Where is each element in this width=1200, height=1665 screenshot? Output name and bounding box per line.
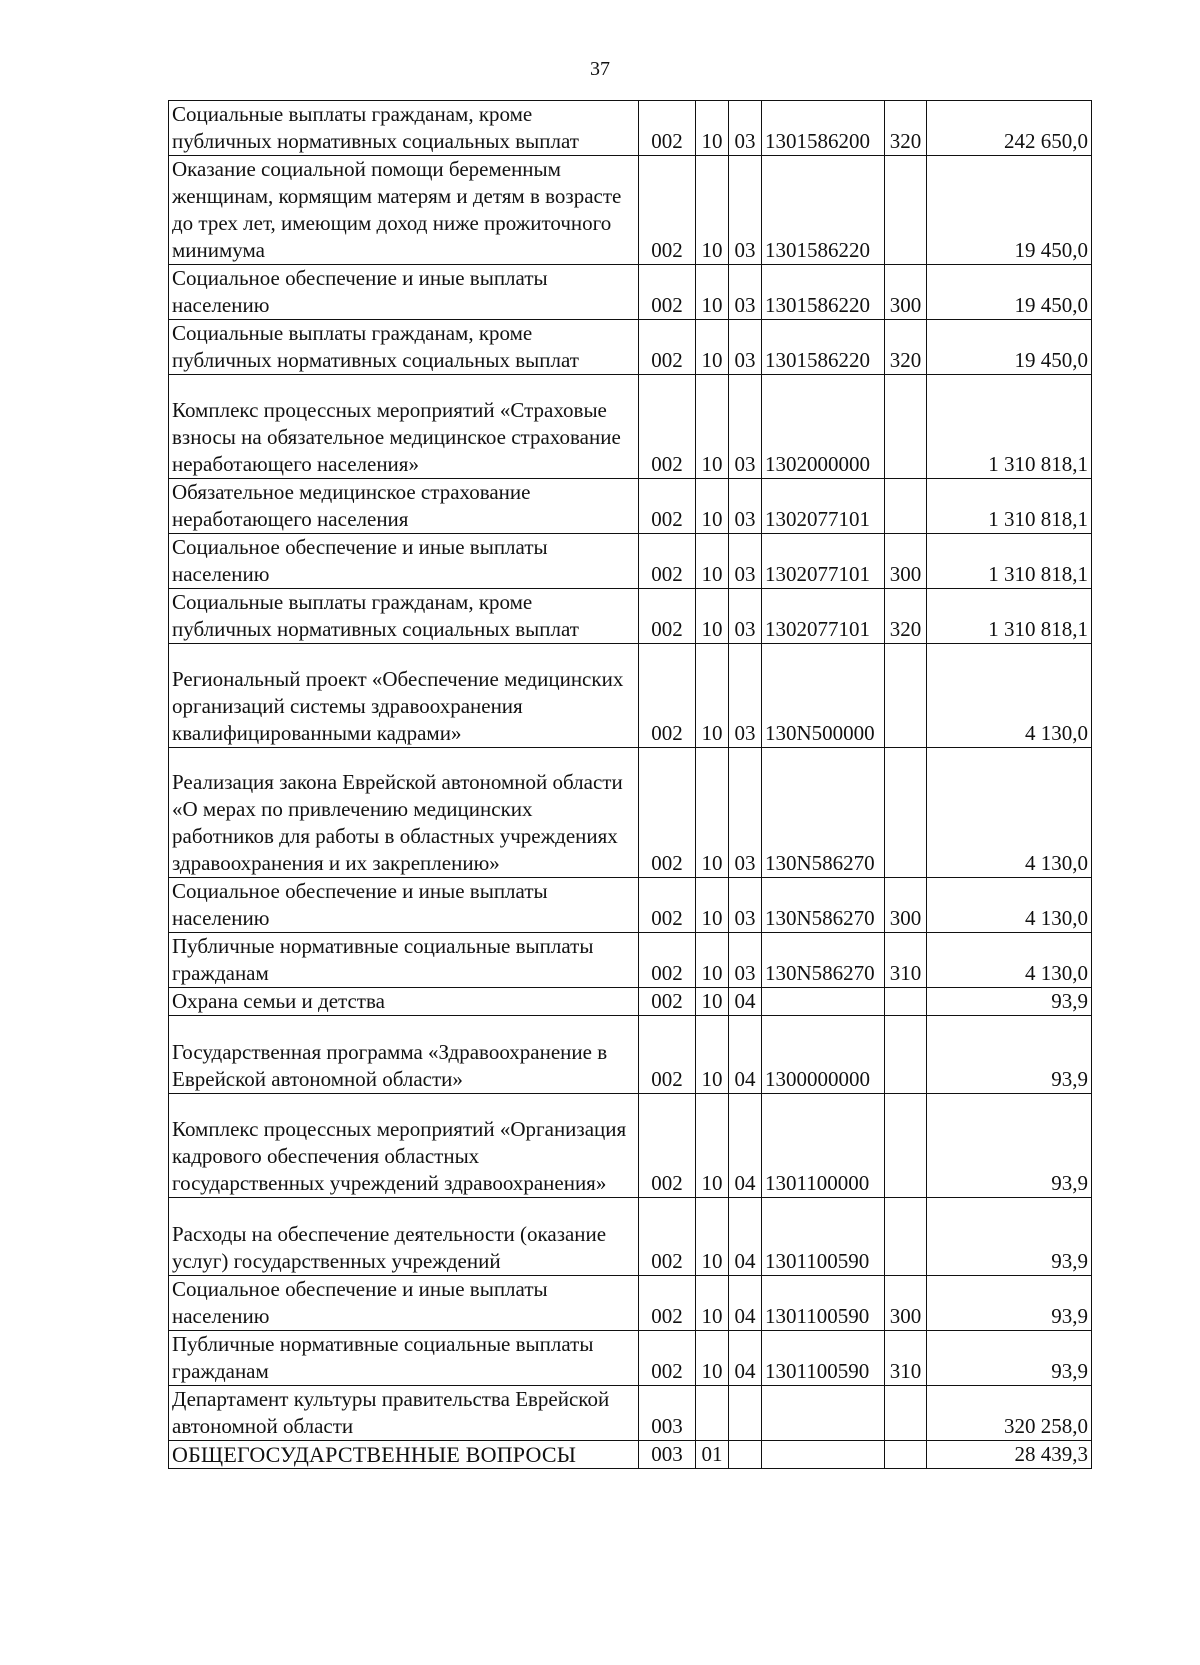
table-row: [169, 1198, 1092, 1276]
amount-cell: 1 310 818,1: [927, 589, 1092, 644]
subsection-code-cell: 04: [729, 1016, 762, 1094]
amount-cell: 320 258,0: [927, 1386, 1092, 1441]
subsection-code-cell: 03: [729, 375, 762, 479]
subsection-code-cell: 04: [729, 1198, 762, 1276]
ved-code-cell: 002: [639, 479, 696, 534]
section-code-cell: 10: [696, 265, 729, 320]
expense-type-cell: 310: [885, 933, 927, 988]
target-article-cell: 1302077101: [762, 479, 885, 534]
row-name-cell: Департамент культуры правительства Еврейской автономной области: [169, 1386, 639, 1441]
section-code-cell: 10: [696, 1016, 729, 1094]
expense-type-cell: 310: [885, 1331, 927, 1386]
table-row: [169, 589, 1092, 644]
table-row: [169, 1016, 1092, 1094]
amount-cell: 4 130,0: [927, 748, 1092, 878]
subsection-code-cell: [729, 1386, 762, 1441]
amount-cell: 93,9: [927, 1094, 1092, 1198]
ved-code-cell: 003: [639, 1441, 696, 1469]
ved-code-cell: 002: [639, 1276, 696, 1331]
subsection-code-cell: 04: [729, 1276, 762, 1331]
table-row: [169, 1441, 1092, 1469]
amount-cell: 242 650,0: [927, 101, 1092, 156]
expense-type-cell: 300: [885, 265, 927, 320]
row-name-cell: Комплекс процессных мероприятий «Страховые взносы на обязательное медицинское страхование неработающего населения»: [169, 375, 639, 479]
amount-cell: 93,9: [927, 1276, 1092, 1331]
ved-code-cell: 002: [639, 1016, 696, 1094]
table-row: [169, 1331, 1092, 1386]
amount-cell: 19 450,0: [927, 156, 1092, 265]
amount-cell: 1 310 818,1: [927, 479, 1092, 534]
target-article-cell: 1301586200: [762, 101, 885, 156]
subsection-code-cell: 03: [729, 878, 762, 933]
ved-code-cell: 002: [639, 375, 696, 479]
row-name-cell: Социальные выплаты гражданам, кроме публичных нормативных социальных выплат: [169, 101, 639, 156]
section-code-cell: 10: [696, 101, 729, 156]
section-code-cell: 10: [696, 988, 729, 1016]
amount-cell: 93,9: [927, 988, 1092, 1016]
amount-cell: 4 130,0: [927, 878, 1092, 933]
target-article-cell: 130N586270: [762, 748, 885, 878]
subsection-code-cell: 03: [729, 156, 762, 265]
table-row: [169, 1094, 1092, 1198]
subsection-code-cell: 03: [729, 748, 762, 878]
target-article-cell: [762, 988, 885, 1016]
amount-cell: 4 130,0: [927, 644, 1092, 748]
ved-code-cell: 002: [639, 265, 696, 320]
amount-cell: 1 310 818,1: [927, 375, 1092, 479]
expense-type-cell: [885, 988, 927, 1016]
budget-table: [168, 100, 1092, 1469]
expense-type-cell: 320: [885, 320, 927, 375]
ved-code-cell: 002: [639, 644, 696, 748]
target-article-cell: 1300000000: [762, 1016, 885, 1094]
expense-type-cell: [885, 1441, 927, 1469]
table-row: [169, 156, 1092, 265]
expense-type-cell: [885, 156, 927, 265]
section-code-cell: 01: [696, 1441, 729, 1469]
amount-cell: 4 130,0: [927, 933, 1092, 988]
target-article-cell: 1301100000: [762, 1094, 885, 1198]
subsection-code-cell: 03: [729, 320, 762, 375]
target-article-cell: 1302077101: [762, 589, 885, 644]
section-code-cell: 10: [696, 748, 729, 878]
section-code-cell: 10: [696, 534, 729, 589]
amount-cell: 93,9: [927, 1198, 1092, 1276]
table-row: [169, 101, 1092, 156]
row-name-cell: Государственная программа «Здравоохранение в Еврейской автономной области»: [169, 1016, 639, 1094]
table-row: [169, 479, 1092, 534]
ved-code-cell: 002: [639, 320, 696, 375]
section-code-cell: 10: [696, 375, 729, 479]
row-name-cell: Социальное обеспечение и иные выплаты населению: [169, 534, 639, 589]
target-article-cell: 1302000000: [762, 375, 885, 479]
row-name-cell: Социальные выплаты гражданам, кроме публичных нормативных социальных выплат: [169, 320, 639, 375]
ved-code-cell: 002: [639, 1198, 696, 1276]
section-code-cell: 10: [696, 644, 729, 748]
section-code-cell: 10: [696, 589, 729, 644]
ved-code-cell: 002: [639, 878, 696, 933]
target-article-cell: 1301586220: [762, 156, 885, 265]
row-name-cell: Комплекс процессных мероприятий «Организация кадрового обеспечения областных государственных учреждений здравоохранения»: [169, 1094, 639, 1198]
section-code-cell: 10: [696, 320, 729, 375]
subsection-code-cell: 03: [729, 265, 762, 320]
expense-type-cell: [885, 748, 927, 878]
expense-type-cell: [885, 1016, 927, 1094]
section-code-cell: 10: [696, 479, 729, 534]
row-name-cell: Расходы на обеспечение деятельности (оказание услуг) государственных учреждений: [169, 1198, 639, 1276]
expense-type-cell: 300: [885, 878, 927, 933]
ved-code-cell: 002: [639, 534, 696, 589]
row-name-cell: Обязательное медицинское страхование неработающего населения: [169, 479, 639, 534]
section-code-cell: 10: [696, 933, 729, 988]
subsection-code-cell: 04: [729, 1094, 762, 1198]
ved-code-cell: 002: [639, 748, 696, 878]
row-name-cell: Социальные выплаты гражданам, кроме публичных нормативных социальных выплат: [169, 589, 639, 644]
section-code-cell: 10: [696, 1331, 729, 1386]
expense-type-cell: [885, 1386, 927, 1441]
ved-code-cell: 002: [639, 589, 696, 644]
target-article-cell: [762, 1441, 885, 1469]
row-name-cell: Региональный проект «Обеспечение медицинских организаций системы здравоохранения квалифицированными кадрами»: [169, 644, 639, 748]
table-row: [169, 878, 1092, 933]
section-code-cell: 10: [696, 1198, 729, 1276]
row-name-cell: Социальное обеспечение и иные выплаты населению: [169, 265, 639, 320]
subsection-code-cell: 03: [729, 101, 762, 156]
target-article-cell: 1302077101: [762, 534, 885, 589]
expense-type-cell: [885, 644, 927, 748]
section-code-cell: [696, 1386, 729, 1441]
subsection-code-cell: 03: [729, 644, 762, 748]
row-name-cell: Оказание социальной помощи беременным женщинам, кормящим матерям и детям в возрасте до трех лет, имеющим доход ниже прожиточного минимума: [169, 156, 639, 265]
expense-type-cell: 320: [885, 589, 927, 644]
amount-cell: 19 450,0: [927, 265, 1092, 320]
subsection-code-cell: 04: [729, 1331, 762, 1386]
row-name-cell: Публичные нормативные социальные выплаты гражданам: [169, 1331, 639, 1386]
table-row: [169, 933, 1092, 988]
expense-type-cell: [885, 375, 927, 479]
target-article-cell: 130N500000: [762, 644, 885, 748]
ved-code-cell: 002: [639, 101, 696, 156]
ved-code-cell: 002: [639, 933, 696, 988]
ved-code-cell: 002: [639, 1094, 696, 1198]
amount-cell: 93,9: [927, 1016, 1092, 1094]
table-row: [169, 534, 1092, 589]
subsection-code-cell: 03: [729, 479, 762, 534]
target-article-cell: 1301586220: [762, 265, 885, 320]
section-code-cell: 10: [696, 156, 729, 265]
ved-code-cell: 002: [639, 1331, 696, 1386]
row-name-cell: Социальное обеспечение и иные выплаты населению: [169, 878, 639, 933]
table-row: [169, 644, 1092, 748]
expense-type-cell: [885, 1198, 927, 1276]
target-article-cell: 1301100590: [762, 1198, 885, 1276]
amount-cell: 28 439,3: [927, 1441, 1092, 1469]
table-row: [169, 1386, 1092, 1441]
row-name-cell: Реализация закона Еврейской автономной области «О мерах по привлечению медицинских работников для работы в областных учреждениях здравоохранения и их закреплению»: [169, 748, 639, 878]
ved-code-cell: 002: [639, 156, 696, 265]
row-name-cell: Социальное обеспечение и иные выплаты населению: [169, 1276, 639, 1331]
expense-type-cell: [885, 1094, 927, 1198]
page-number: 37: [590, 58, 610, 80]
table-row: [169, 320, 1092, 375]
subsection-code-cell: 04: [729, 988, 762, 1016]
section-code-cell: 10: [696, 1276, 729, 1331]
target-article-cell: 130N586270: [762, 878, 885, 933]
section-code-cell: 10: [696, 878, 729, 933]
table-row: [169, 375, 1092, 479]
expense-type-cell: [885, 479, 927, 534]
target-article-cell: [762, 1386, 885, 1441]
amount-cell: 1 310 818,1: [927, 534, 1092, 589]
section-code-cell: 10: [696, 1094, 729, 1198]
table-row: [169, 748, 1092, 878]
target-article-cell: 1301100590: [762, 1276, 885, 1331]
target-article-cell: 1301586220: [762, 320, 885, 375]
row-name-cell: Охрана семьи и детства: [169, 988, 639, 1016]
table-row: [169, 1276, 1092, 1331]
expense-type-cell: 320: [885, 101, 927, 156]
expense-type-cell: 300: [885, 534, 927, 589]
subsection-code-cell: 03: [729, 534, 762, 589]
ved-code-cell: 002: [639, 988, 696, 1016]
amount-cell: 19 450,0: [927, 320, 1092, 375]
target-article-cell: 130N586270: [762, 933, 885, 988]
table-row: [169, 988, 1092, 1016]
row-name-cell: Публичные нормативные социальные выплаты гражданам: [169, 933, 639, 988]
amount-cell: 93,9: [927, 1331, 1092, 1386]
ved-code-cell: 003: [639, 1386, 696, 1441]
subsection-code-cell: [729, 1441, 762, 1469]
table-row: [169, 265, 1092, 320]
subsection-code-cell: 03: [729, 589, 762, 644]
expense-type-cell: 300: [885, 1276, 927, 1331]
row-name-cell: ОБЩЕГОСУДАРСТВЕННЫЕ ВОПРОСЫ: [169, 1441, 639, 1469]
target-article-cell: 1301100590: [762, 1331, 885, 1386]
subsection-code-cell: 03: [729, 933, 762, 988]
